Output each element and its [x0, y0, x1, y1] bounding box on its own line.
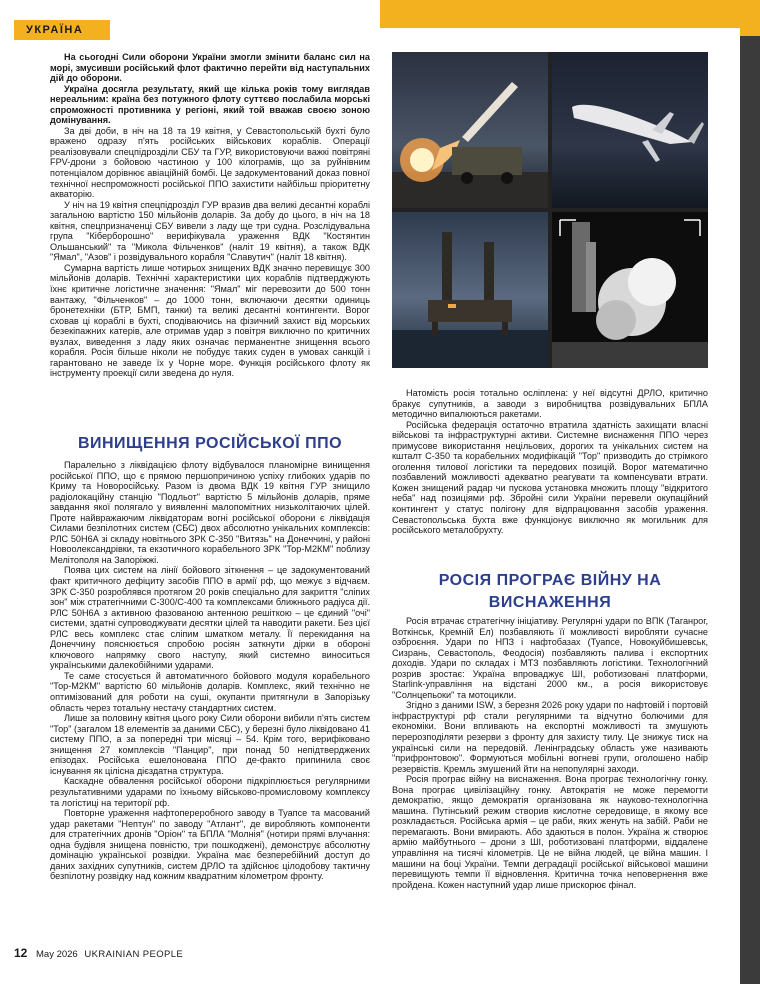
- body-paragraph: Поява цих систем на лінії бойового зіткнення – це задокументований факт критичного дефіциту засобів ППО в армії рф, що межує з відчаєм. ЗРК С-350 розроблявся протягом 20 років спеціально для закриття "сліпих зон" між стратегічними С-300/С-400 та комплексами ближнього радіуса дії. РЛС 50Н6А з активною фазованою антенною решіткою – це єдиний "очі" системи, здатні супроводжувати десятки цілей та наводити ракети. Без цієї РЛС весь комплекс стає сліпим шматком металу. Її перекидання на Донеччину пояснюється спробою росіян заткнути дірки в обороні ключового напрямку свого наступу, який системно виноситься українськими далекобійними ударами.: [50, 565, 370, 671]
- edge-accent-yellow: [740, 0, 760, 36]
- body-paragraph: Росія програє війну на виснаження. Вона програє технологічну гонку. Вона програє цивілізаційну гонку. Автократія не може перемогти демократію, якщо демократія організована як науково-технологічна машина. Путінський режим створив кислотне середовище, в якому все розкладається. Російська армія – це раби, яких женуть на забій. Раби не перемагають. Вони вмирають. Або здаються в полон. Україна ж створює армію майбутнього – дрони з ШІ, роботизовані платформи, віддалене управління на тисячі кілометрів. Це не війна людей, це війна машин. І машини на боці України. Темпи деградації російської військової машини перевищують темпи її відновлення. Критична точка неповернення вже пройдена. Кожен наступний удар лише прискорює фінал.: [392, 774, 708, 890]
- left-column-lower: [50, 460, 370, 882]
- top-band: [0, 0, 420, 20]
- lead-paragraph: На сьогодні Сили оборони України змогли змінити баланс сил на морі, змусивши російський флот фактично перейти від наступальних дій до оборони.: [50, 52, 370, 84]
- photo-collage: [392, 52, 708, 368]
- issue-date: May 2026: [36, 949, 78, 960]
- section-tag: УКРАЇНА: [14, 20, 110, 40]
- body-paragraph: Натомість росія тотально осліплена: у неї відсутні ДРЛО, критично бракує супутників, а заводи з виробництва розвідувальних БПЛА методично випалюються ракетами.: [392, 388, 708, 420]
- body-paragraph: Росія втрачає стратегічну ініціативу. Регулярні удари по ВПК (Таганрог, Воткінськ, Кремній Ел) позбавляють її можливості виробляти сучасне озброєння. Удари по НПЗ і нафтобазах (Туапсе, Новокуйбишевськ, Сизрань, Севастополь, Феодосія) позбавляють палива і експортних доходів. Удари по складах і МТЗ позбавляють логістики. Технологічний розрив зростає: Україна впроваджує ШІ, роботизовані платформи, Starlink-управління на відстані 2000 км., а росія використовує "Солнцепьоки" та мотоцикли.: [392, 616, 708, 700]
- top-accent-band: [380, 0, 740, 28]
- lead-paragraph: Україна досягла результату, який ще кілька років тому виглядав нереальним: країна без потужного флоту суттєво послабила морські спроможності противника у регіоні, який той вважав своєю зоною домінування.: [50, 83, 370, 126]
- body-paragraph: Російська федерація остаточно втратила здатність захищати власні військові та інфраструктурні активи. Системне виснаження ППО через примусове використання нецільових, дорогих та унікальних систем на кшталт С-350 та корабельних модифікацій "Тор" призводить до стрімкого оголення тилової логістики та передових позицій. Ворог математично позбавлений можливості адекватно реагувати та компенсувати втрати. Кожен знищений радар чи пускова установка множить площу "відкритого неба" над позиціями рф. Збройні сили України перевели окупаційний контингент у статус полігону для відпрацювання засобів ураження. Севастопольська бухта вже функціонує виключно як могильник для російського металобрухту.: [392, 419, 708, 536]
- body-paragraph: Повторне ураження нафтопереробного заводу в Туапсе та масований удар ракетами "Нептун" по заводу "Атлант", де виробляють компоненти для стратегічних дронів "Оріон" та БПЛА "Молнія" (нотири прямі влучання: одна будівля знищена повністю, три пошкоджені), демонструє абсолютну домінацію української розвідки. Україна має безперебійний доступ до даних західних супутників, систем ДРЛО та здійснює цілодобову тактичну безпілотну розвідку над кожним квадратним кілометром фронту.: [50, 808, 370, 882]
- page-number: 12: [14, 946, 28, 960]
- section-heading-attrition: РОСІЯ ПРОГРАЄ ВІЙНУ НА ВИСНАЖЕННЯ: [438, 572, 662, 611]
- left-column: [50, 52, 370, 379]
- photo-strike-thermal: [552, 212, 708, 368]
- body-paragraph: Сумарна вартість лише чотирьох знищених ВДК значно перевищує 300 мільйонів доларів. Технічні характеристики цих кораблів підтверджують їхнє критичне логістичне значення: "Ямал" міг перевозити до 500 тонн вантажу, "Фільченков" – до 1000 тонн, включаючи десятки одиниць бронетехніки (БТР, БМП, танки) та великі десантні контингенти. Ворог сховав ці кораблі в бухті, сподіваючись на фізичний захист від морських безекіпажних катерів, але отримав удар з повітря виключно по критичних вузлах, виведення з ладу яких означає перманентне знищення всього корабля. Росія більше ніколи не побудує таких суден в умовах санкцій і гарантовано не заведе їх у Чорне море. Функція російського флоту як інструменту проекції сили зведена до нуля.: [50, 262, 370, 379]
- magazine-name: UKRAINIAN PEOPLE: [84, 949, 184, 960]
- body-paragraph: У ніч на 19 квітня спецпідрозділ ГУР вразив два великі десантні кораблі загальною вартістю 150 мільйонів доларів. За добу до цього, в ніч на 18 квітня, спецпризначенці СБУ вивели з ладу ще три судна. Розслідувальна група "Кіберборошно" верифікувала ураження ВДК "Костянтин Ольшанський" та "Микола Фільченков" (наліт 19 квітня), а також ВДК "Ямал", "Азов" і розвідувального корабля "Славутич" (наліт 18 квітня).: [50, 199, 370, 263]
- body-paragraph: За дві доби, в ніч на 18 та 19 квітня, у Севастопольській бухті було вражено одразу п'ять російських військових кораблів. Операції реалізовували спецпідрозділи СБУ та ГУР, використовуючи важкі повітряні FPV-дрони з бойовою частиною у 100 кілограмів, що за руйнівним потенціалом дорівнює авіаційній бомбі. Це задокументований доказ повної технічної неспроможності російської ППО захистити найбільш пріоритетну акваторію.: [50, 125, 370, 200]
- photo-cruise-missile: [552, 52, 708, 208]
- body-paragraph: Те саме стосується й автоматичного бойового модуля корабельного "Тор-М2КМ" вартістю 60 мільйонів доларів. Комплекс, який технічно не оптимізований для роботи на суші, окупанти притягнули в Запорізьку область через тотальну нестачу стандартних систем.: [50, 670, 370, 713]
- photo-offshore-platform: [392, 212, 548, 368]
- right-column-lower: [392, 616, 708, 890]
- body-paragraph: Паралельно з ліквідацією флоту відбувалося планомірне винищення російської ППО, що є прямою першопричиною успіху глибоких ударів по Криму та Новоросійську. Разом із двома ВДК 19 квітня ГУР знищило радіолокаційну станцію "Подльот" вартістю 5 мільйонів доларів, пряме завдання якої полягало у виявленні малопомітних низьколітаючих цілей. Проте найвражаючим ліквідаторам вогні російської оборони є ліквідація Силами безпілотних систем (СБС) двох абсолютно унікальних комплексів: РЛС 50Н6А зі складу новітнього ЗРК С-350 "Витязь" на Донеччині, у районі Новоолександрівки, та екзотичного корабельного ЗРК "Тор-М2КМ" поблизу Мелітополя на Запоріжжі.: [50, 460, 370, 565]
- page-footer: [14, 946, 183, 960]
- right-column: [392, 388, 708, 536]
- photo-missile-launch: [392, 52, 548, 208]
- body-paragraph: Згідно з даними ISW, з березня 2026 року удари по нафтовій і портовій інфраструктурі рф стали регулярними та відчутно болючими для економіки. Вони впливають на експортні можливості та змушують перерозподіляти резерви з фронту для захисту тилу. Це знижує тиск на українські сили на передовій. Ленінградську область уже називають "прифронтовою". Формуються мобільні вогневі групи, оголошено набір резервістів. Кремль змушений йти на непопулярні заходи.: [392, 700, 708, 774]
- section-heading-air-defense: ВИНИЩЕННЯ РОСІЙСЬКОЇ ППО: [77, 435, 343, 452]
- body-paragraph: Каскадне обвалення російської оборони підкріплюється регулярними результативними ударами по їхньому військово-промисловому комплексу та логістиці на території рф.: [50, 776, 370, 808]
- body-paragraph: Лише за половину квітня цього року Сили оборони вибили п'ять систем "Тор" (загалом 18 елементів за даними СБС), у березні було ліквідовано 41 систему ППО, а за попередні три місяці – 54. Крім того, верифіковано знищення 27 комплексів "Панцир", при понад 50 непідтверджених епізодах. Російська ешелонована ППО де-факто припинила своє існування як цілісна дієздатна структура.: [50, 713, 370, 776]
- edge-accent-dark: [740, 36, 760, 984]
